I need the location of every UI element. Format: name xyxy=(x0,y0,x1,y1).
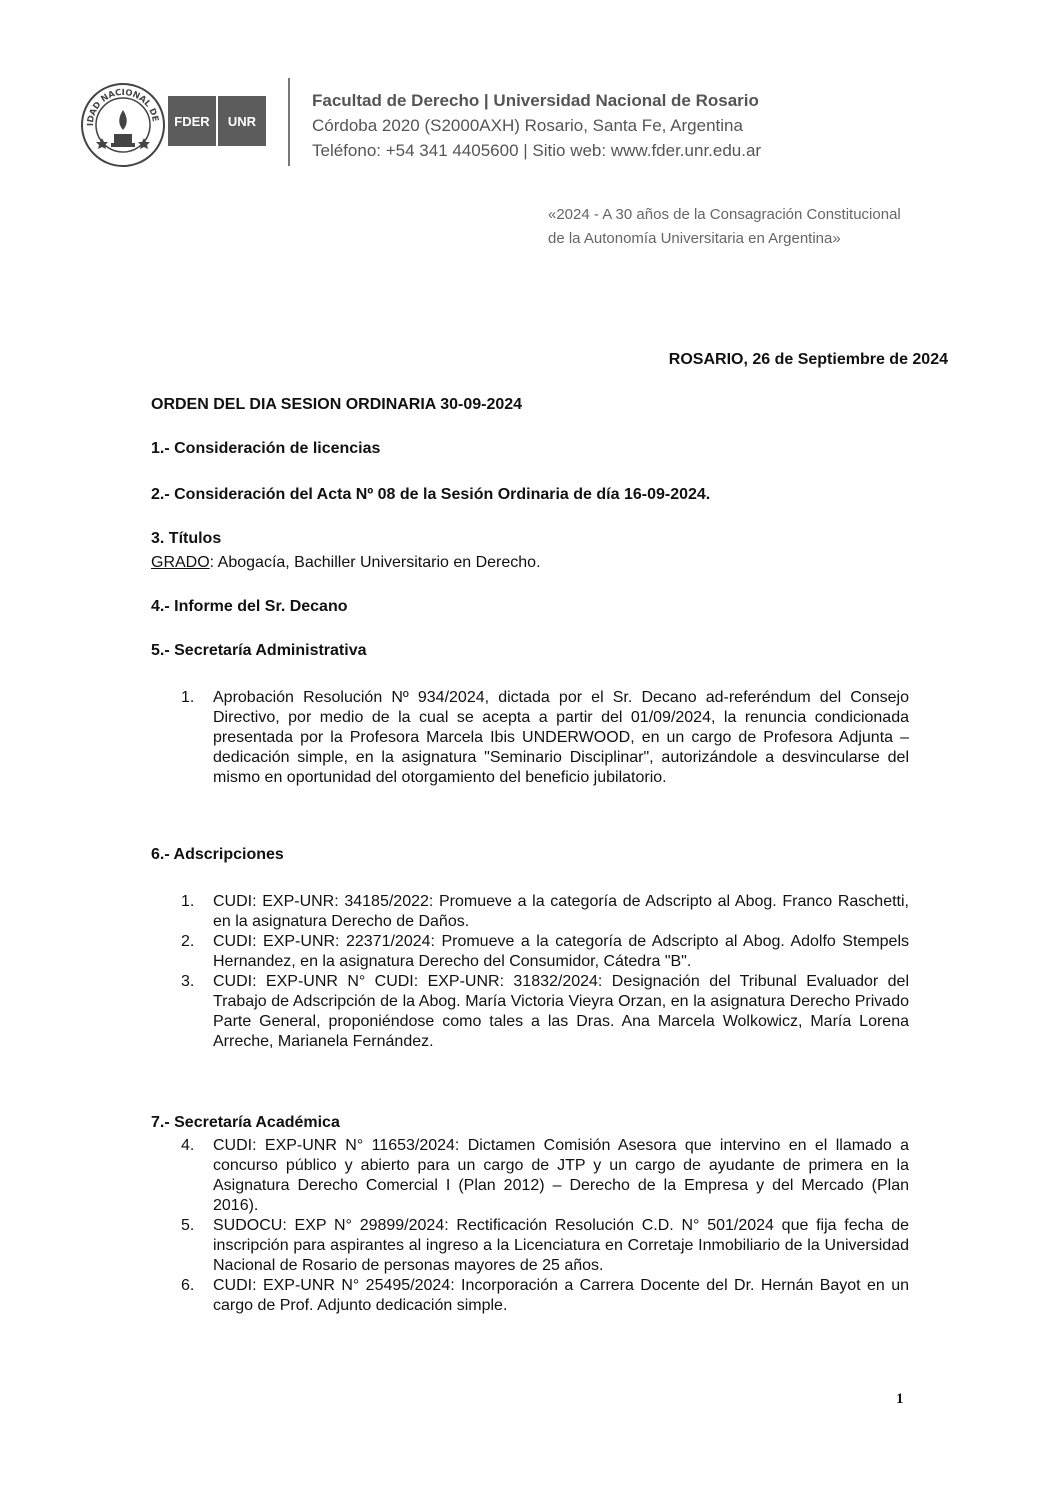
institution-name: Facultad de Derecho | Universidad Nacional de Rosario xyxy=(312,91,759,110)
admin-items-list xyxy=(181,688,909,788)
page-number: 1 xyxy=(896,1391,904,1407)
grado-text: : Abogacía, Bachiller Universitario en Derecho. xyxy=(209,554,541,571)
adscripciones-list xyxy=(181,892,909,1052)
list-item: 4. CUDI: EXP-UNR N° 11653/2024: Dictamen Comisión Asesora que intervino en el llamado a concurso público y abierto para un cargo de JTP y un cargo de ayudante de primera en la Asignatura Derecho Comercial I (Plan 2012) – Derecho de la Empresa y del Mercado (Plan 2016). xyxy=(181,1137,909,1214)
order-title: ORDEN DEL DIA SESION ORDINARIA 30-09-2024 xyxy=(151,396,523,413)
seal-icon xyxy=(80,82,166,168)
section-adscripciones: 6.- Adscripciones xyxy=(151,846,284,863)
institution-contact: Teléfono: +54 341 4405600 | Sitio web: www.fder.unr.edu.ar xyxy=(312,141,762,160)
institution-info xyxy=(312,88,761,163)
university-seal-logo xyxy=(80,82,166,168)
list-item: 5. SUDOCU: EXP N° 29899/2024: Rectificación Resolución C.D. N° 501/2024 que fija fecha de inscripción para aspirantes al ingreso a la Licenciatura en Corretaje Inmobiliario de la Universidad Nacional de Rosario de personas mayores de 25 años. xyxy=(181,1217,909,1274)
grado-label: GRADO xyxy=(151,554,210,571)
unr-logo: UNR xyxy=(218,96,266,146)
list-item: 2. CUDI: EXP-UNR: 22371/2024: Promueve a la categoría de Adscripto al Abog. Adolfo Stempels Hernandez, en la asignatura Derecho del Consumidor, Cátedra "B". xyxy=(181,933,909,970)
section-secretaria-academica: 7.- Secretaría Académica xyxy=(151,1114,340,1131)
document-date: ROSARIO, 26 de Septiembre de 2024 xyxy=(668,351,948,368)
section-secretaria-administrativa: 5.- Secretaría Administrativa xyxy=(151,642,367,659)
header-divider xyxy=(288,78,290,166)
year-motto xyxy=(548,203,901,251)
motto-line-1: «2024 - A 30 años de la Consagración Constitucional xyxy=(548,206,901,223)
section-informe-decano: 4.- Informe del Sr. Decano xyxy=(151,598,348,615)
svg-text:UNIVERSIDAD NACIONAL DE ROSARI: IDAD NACIONAL DE xyxy=(85,87,160,127)
list-item: 1. CUDI: EXP-UNR: 34185/2022: Promueve a la categoría de Adscripto al Abog. Franco Raschetti, en la asignatura Derecho de Daños. xyxy=(181,893,909,930)
list-item: 3. CUDI: EXP-UNR N° CUDI: EXP-UNR: 31832/2024: Designación del Tribunal Evaluador del Trabajo de Adscripción de la Abog. María Victoria Vieyra Orzan, en la asignatura Derecho Privado Parte General, proponiéndose como tales a las Dras. Ana Marcela Wolkowicz, María Lorena Arreche, Marianela Fernández. xyxy=(181,973,909,1050)
fder-logo: FDER xyxy=(168,96,216,146)
list-item: 1. Aprobación Resolución Nº 934/2024, dictada por el Sr. Decano ad-referéndum del Consejo Directivo, por medio de la cual se acepta a partir del 01/09/2024, la renuncia condicionada presentada por la Profesora Marcela Ibis UNDERWOOD, en un cargo de Profesora Adjunta – dedicación simple, en la asignatura "Seminario Disciplinar", autorizándole a desvincularse del mismo en oportunidad del otorgamiento del beneficio jubilatorio. xyxy=(181,689,909,786)
section-acta: 2.- Consideración del Acta Nº 08 de la Sesión Ordinaria de día 16-09-2024. xyxy=(151,486,711,503)
grado-line xyxy=(151,554,541,572)
academica-list xyxy=(181,1136,909,1316)
section-titulos: 3. Títulos xyxy=(151,530,222,547)
institution-address: Córdoba 2020 (S2000AXH) Rosario, Santa Fe, Argentina xyxy=(312,116,743,135)
list-item: 6. CUDI: EXP-UNR N° 25495/2024: Incorporación a Carrera Docente del Dr. Hernán Bayot en un cargo de Prof. Adjunto dedicación simple. xyxy=(181,1277,909,1314)
motto-line-2: de la Autonomía Universitaria en Argentina» xyxy=(548,230,841,247)
section-licencias: 1.- Consideración de licencias xyxy=(151,440,381,457)
